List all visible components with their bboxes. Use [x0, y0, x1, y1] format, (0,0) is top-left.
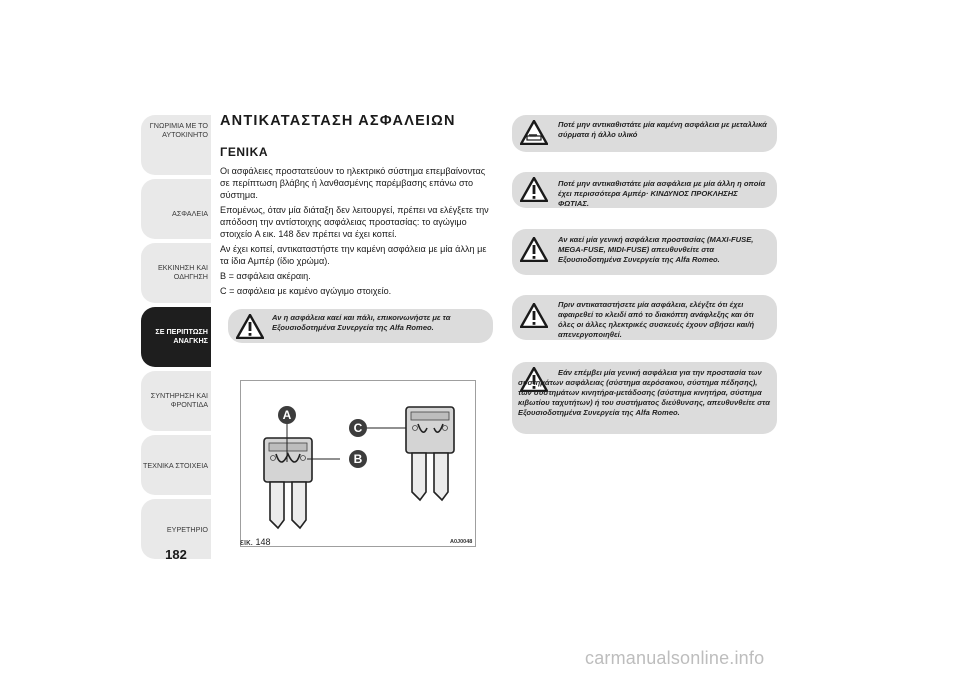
burning-wire-icon: [520, 120, 548, 145]
paragraph: Οι ασφάλειες προστατεύουν το ηλεκτρικό σύστημα επεμβαίνοντας σε περίπτωση βλάβης ή λανθασμένης παρέμβασης επάνω στο σύστημα.: [220, 166, 486, 200]
warning-box: [228, 309, 493, 343]
tab-getting-to-know-car[interactable]: ΓΝΩΡΙΜΙΑ ΜΕ ΤΟ ΑΥΤΟΚΙΝΗΤΟ: [141, 115, 211, 175]
tab-index[interactable]: ΕΥΡΕΤΗΡΙΟ: [141, 499, 211, 559]
warning-text: Εάν επέμβει μία γενική ασφάλεια για την προστασία των συστημάτων ασφάλειας (σύστημα αερόσακου, σύστημα πέδησης), των συστημάτων κινητήρα-μετάδοσης (σύστημα κινητήρα, σύστημα κιβωτίου ταχυτήτων) ή του συστήματος διεύθυνσης, απευθυνθείτε στα Εξουσιοδοτημένα Συνεργεία της Alfa Romeo.: [518, 368, 770, 417]
warning-icon: [520, 303, 548, 328]
callout-c: [349, 419, 367, 437]
tab-safety[interactable]: ΑΣΦΑΛΕΙΑ: [141, 179, 211, 239]
warning-text: Ποτέ μην αντικαθιστάτε μία ασφάλεια με μία άλλη η οποία έχει περισσότερα Αμπέρ· ΚΙΝΔΥΝΟΣ ΠΡΟΚΛΗΣΗΣ ΦΩΤΙΑΣ.: [558, 179, 766, 208]
main-column: [220, 113, 495, 300]
warning-box: [512, 229, 777, 275]
page-title: ΑΝΤΙΚΑΤΑΣΤΑΣΗ ΑΣΦΑΛΕΙΩΝ: [220, 113, 456, 129]
section-title: ΓΕΝΙΚΑ: [220, 145, 269, 159]
tab-starting-driving[interactable]: ΕΚΚΙΝΗΣΗ ΚΑΙ ΟΔΗΓΗΣΗ: [141, 243, 211, 303]
warning-text: Αν καεί μία γενική ασφάλεια προστασίας (MAXI-FUSE, MEGA-FUSE, MIDI-FUSE) απευθυνθείτε στα Εξουσιοδοτημένα Συνεργεία της Alfa Romeo.: [558, 235, 754, 264]
page-number: 182: [165, 547, 187, 562]
watermark: carmanualsonline.info: [585, 648, 765, 668]
paragraph: B = ασφάλεια ακέραιη.: [220, 271, 311, 281]
paragraph: C = ασφάλεια με καμένο αγώγιμο στοιχείο.: [220, 286, 392, 296]
paragraph: Επομένως, όταν μία διάταξη δεν λειτουργεί, πρέπει να ελέγξετε την απόδοση την αντίστοιχης ασφάλειας προστασίας: το αγώγιμο στοιχείο A εικ. 148 δεν πρέπει να έχει κοπεί.: [220, 205, 489, 239]
warning-box: [512, 115, 777, 152]
figure-caption: εικ. 148: [240, 537, 271, 547]
warning-box: [512, 362, 777, 434]
warning-text: Πριν αντικαταστήσετε μία ασφάλεια, ελέγξτε ότι έχει αφαιρεθεί το κλειδί από το διακόπτη ανάφλεξης και ότι όλες οι άλλες ηλεκτρικές συσκευές έχουν σβήσει και/ή απενεργοποιηθεί.: [558, 300, 755, 339]
callout-a: [278, 406, 296, 424]
warning-box: [512, 172, 777, 208]
callout-label-a: A: [282, 408, 292, 422]
warning-icon: [520, 177, 548, 202]
warning-box: [512, 295, 777, 340]
tab-maintenance-care[interactable]: ΣΥΝΤΗΡΗΣΗ ΚΑΙ ΦΡΟΝΤΙΔΑ: [141, 371, 211, 431]
warning-text: Ποτέ μην αντικαθιστάτε μία καμένη ασφάλεια με μεταλλικά σύρματα ή άλλο υλικό: [558, 120, 767, 139]
paragraph: Αν έχει κοπεί, αντικαταστήστε την καμένη ασφάλεια με μία άλλη με τα ίδια Αμπέρ (ίδιο χρώμα).: [220, 244, 487, 266]
callout-b: [349, 450, 367, 468]
callout-label-b: B: [353, 452, 363, 466]
fuse-figure: [240, 380, 476, 547]
warning-icon: [520, 237, 548, 262]
tab-technical-data[interactable]: ΤΕΧΝΙΚΑ ΣΤΟΙΧΕΙΑ: [141, 435, 211, 495]
warning-text: Αν η ασφάλεια καεί και πάλι, επικοινωνήστε με τα Εξουσιοδοτημένα Συνεργεία της Alfa Romeo.: [272, 313, 451, 332]
warning-icon: [236, 314, 264, 339]
callout-label-c: C: [353, 421, 363, 435]
figure-code: A0J0048: [450, 539, 473, 545]
tab-in-emergency[interactable]: ΣΕ ΠΕΡΙΠΤΩΣΗ ΑΝΑΓΚΗΣ: [141, 307, 211, 367]
